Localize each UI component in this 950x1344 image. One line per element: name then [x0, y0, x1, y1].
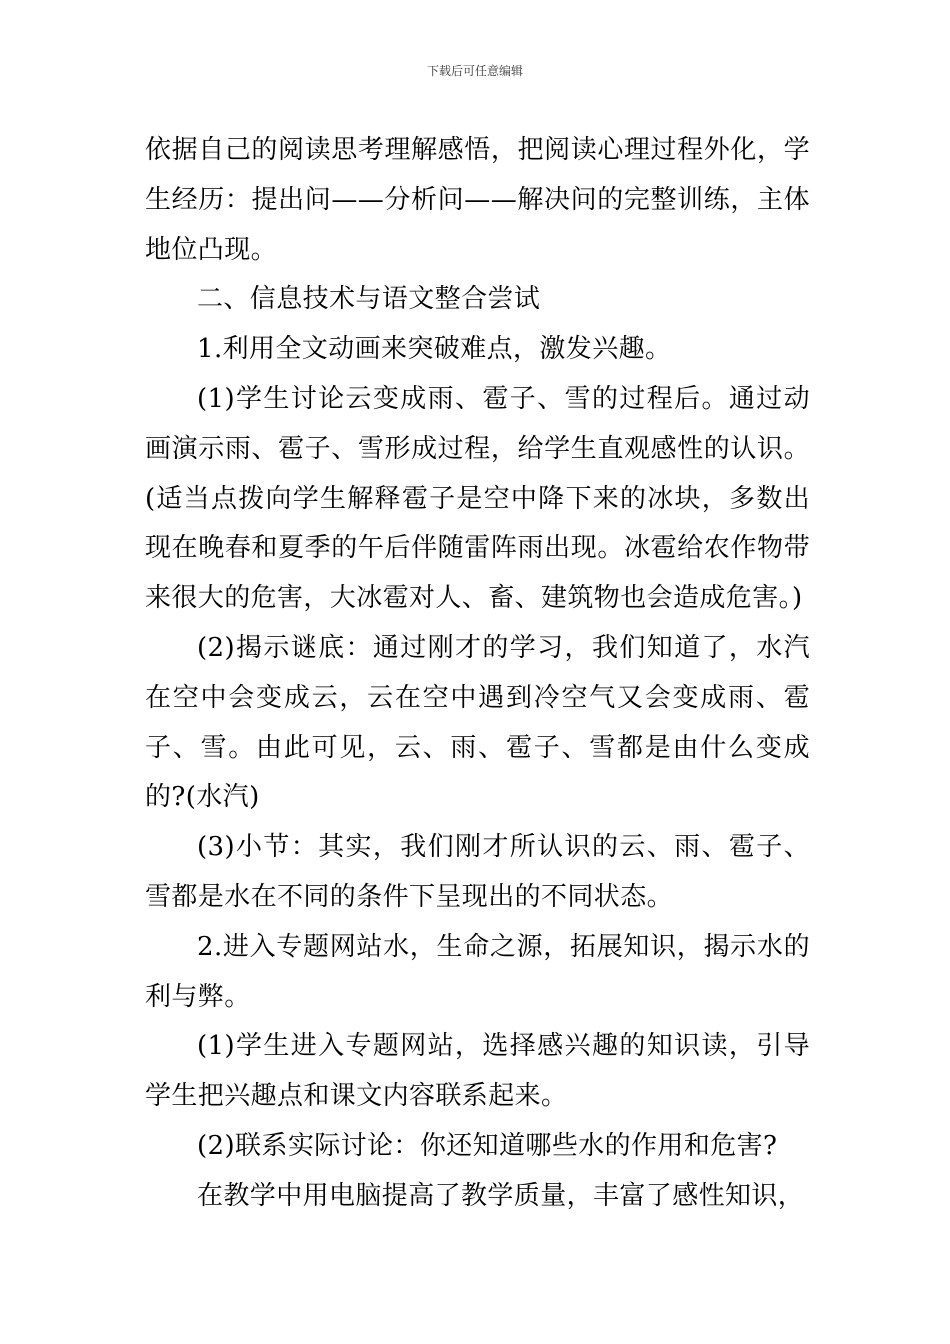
paragraph: (1)学生讨论云变成雨、雹子、雪的过程后。通过动画演示雨、雹子、雪形成过程，给学生直观感性的认识。(适当点拨向学生解释雹子是空中降下来的冰块，多数出现在晚春和夏季的午后伴随雷阵雨出现。冰雹给农作物带来很大的危害，大冰雹对人、畜、建筑物也会造成危害。) [145, 383, 810, 614]
paragraph: (3)小节：其实，我们刚才所认识的云、雨、雹子、雪都是水在不同的条件下呈现出的不同状态。 [145, 832, 810, 912]
subsection-heading: 1.利用全文动画来突破难点，激发兴趣。 [197, 334, 672, 365]
paragraph: 在教学中用电脑提高了教学质量，丰富了感性知识， [197, 1180, 805, 1211]
document-body [145, 126, 810, 1222]
page-header: 下载后可任意编辑 [426, 64, 523, 78]
paragraph: (1)学生进入专题网站，选择感兴趣的知识读，引导学生把兴趣点和课文内容联系起来。 [145, 1031, 810, 1112]
paragraph: (2)联系实际讨论：你还知道哪些水的作用和危害? [197, 1130, 778, 1161]
section-heading: 二、信息技术与语文整合尝试 [197, 284, 541, 315]
subsection-heading: 2.进入专题网站水，生命之源，拓展知识，揭示水的利与弊。 [145, 931, 810, 1012]
paragraph: (2)揭示谜底：通过刚才的学习，我们知道了，水汽在空中会变成云，云在空中遇到冷空气又会变成雨、雹子、雪。由此可见，云、雨、雹子、雪都是由什么变成的?(水汽) [145, 632, 810, 813]
paragraph-continuation: 依据自己的阅读思考理解感悟，把阅读心理过程外化，学生经历：提出问——分析问——解决问的完整训练，主体地位凸现。 [145, 135, 810, 265]
